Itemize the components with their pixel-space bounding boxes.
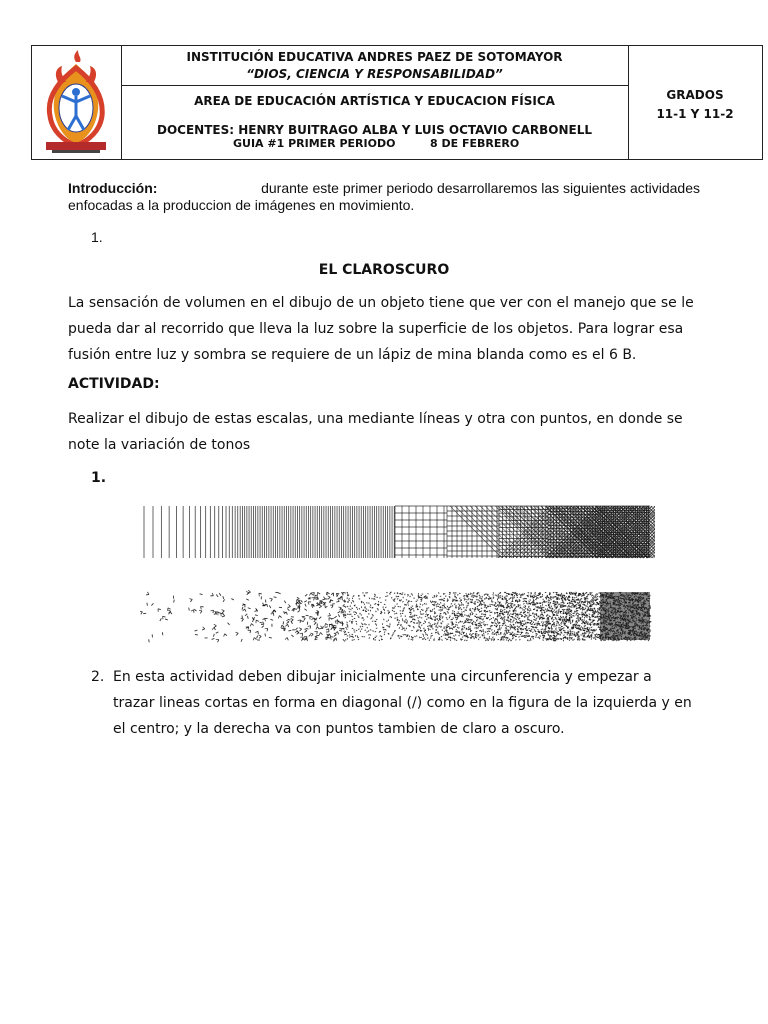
grades-cell — [628, 46, 762, 159]
intro-label: Introducción: — [68, 180, 158, 196]
grades-value: 11-1 Y 11-2 — [656, 107, 734, 121]
institution-name: INSTITUCIÓN EDUCATIVA ANDRES PAEZ DE SOTOMAYOR — [186, 50, 563, 64]
item2-line-1: En esta actividad deben dibujar inicialmente una circunferencia y empezar a — [113, 669, 652, 685]
para1-line-3: fusión entre luz y sombra se requiere de un lápiz de mina blanda como es el 6 B. — [68, 347, 637, 363]
item2-line-3: el centro; y la derecha va con puntos tambien de claro a oscuro. — [113, 721, 565, 737]
para1-line-1: La sensación de volumen en el dibujo de un objeto tiene que ver con el manejo que se le — [68, 295, 694, 311]
area-title: AREA DE EDUCACIÓN ARTÍSTICA Y EDUCACION FÍSICA — [194, 94, 555, 108]
activity-paragraph — [68, 406, 708, 458]
logo-cell — [32, 46, 122, 159]
guide-date: 8 DE FEBRERO — [430, 137, 520, 150]
para1-line-2: pueda dar al recorrido que lleva la luz sobre la superficie de los objetos. Para lograr esa — [68, 321, 684, 337]
guide-number: GUIA #1 PRIMER PERIODO — [233, 137, 396, 150]
header-middle-cell — [121, 46, 629, 159]
intro-text-2: enfocadas a la produccion de imágenes en movimiento. — [68, 197, 415, 213]
tone-scales-illustration — [140, 500, 655, 648]
grades-label: GRADOS — [666, 88, 724, 102]
institution-motto: “DIOS, CIENCIA Y RESPONSABILIDAD” — [246, 67, 503, 81]
activity-title: ACTIVIDAD: — [68, 376, 160, 392]
item-1-number: 1. — [91, 470, 107, 486]
item2-line-2: trazar lineas cortas en forma en diagonal (/) como en la figura de la izquierda y en — [113, 695, 692, 711]
header-row-institution — [121, 46, 628, 86]
item-2-number: 2. — [91, 669, 105, 685]
school-logo — [32, 46, 121, 159]
intro-list-number: 1. — [91, 229, 103, 245]
activity-line-2: note la variación de tonos — [68, 437, 251, 453]
intro-line-1 — [68, 180, 700, 197]
activity-line-1: Realizar el dibujo de estas escalas, una mediante líneas y otra con puntos, en donde se — [68, 411, 683, 427]
section-title: EL CLAROSCURO — [318, 262, 450, 278]
intro-text-1: durante este primer periodo desarrollaremos las siguientes actividades — [261, 180, 700, 196]
teachers-line: DOCENTES: HENRY BUITRAGO ALBA Y LUIS OCTAVIO CARBONELL — [157, 123, 592, 137]
claroscuro-paragraph — [68, 290, 708, 368]
header-table — [31, 45, 763, 160]
intro-paragraph — [68, 180, 700, 214]
item-2-paragraph — [113, 664, 713, 742]
